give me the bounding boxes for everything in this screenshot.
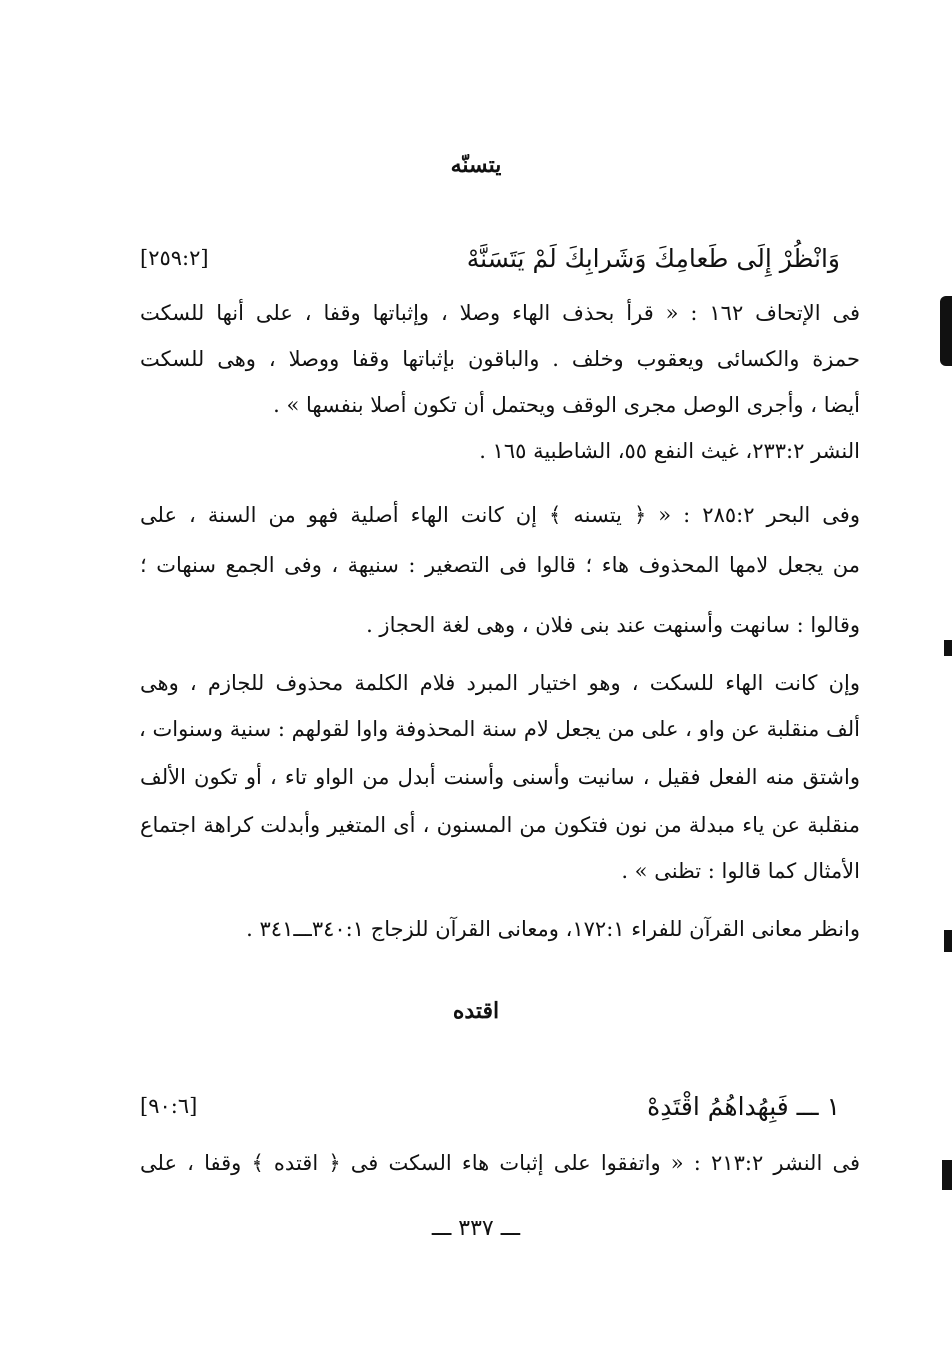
quran-verse: وَانْظُرْ إِلَى طَعامِكَ وَشَرابِكَ لَمْ يَتَسَنَّهْ (466, 243, 840, 273)
quran-verse: ١ ـــ فَبِهُداهُمُ اقْتَدِهْ (647, 1091, 840, 1121)
scan-edge-mark (942, 1160, 952, 1190)
text-line: واشتق منه الفعل فقيل ، سانيت وأسنى وأسنت أبدل من الواو تاء ، أو تكون الألف (140, 765, 860, 789)
verse-reference: [٢٥٩:٢] (140, 246, 209, 270)
text-line: من يجعل لامها المحذوف هاء ؛ قالوا فى التصغير : سنيهة ، وفى الجمع سنهات ؛ (140, 553, 860, 577)
section-title-iqtadih: اقتده (452, 998, 500, 1024)
text-line: فى الإتحاف ١٦٢ : « قرأ بحذف الهاء وصلا ، وإثباتها وقفا ، على أنها للسكت (140, 301, 860, 325)
page-number: ـــ ٣٣٧ ـــ (431, 1216, 521, 1241)
text-line: وفى البحر ٢٨٥:٢ : « ﴿ يتسنه ﴾ إن كانت الهاء أصلية فهو من السنة ، على (140, 503, 860, 527)
text-line: وإن كانت الهاء للسكت ، وهو اختيار المبرد فلام الكلمة محذوف للجازم ، وهى (140, 671, 860, 695)
text-line: حمزة والكسائى ويعقوب وخلف . والباقون بإثباتها وقفا ووصلا ، وهى للسكت (140, 347, 860, 371)
text-line: الأمثال كما قالوا : تظنى » . (621, 859, 860, 883)
section-title-yatasannah: يتسنّه (450, 152, 502, 178)
verse-reference: [٩٠:٦] (140, 1094, 198, 1118)
text-line: وقالوا : سانهت وأسنهت عند بنى فلان ، وهى لغة الحجاز . (366, 613, 860, 637)
text-line: وانظر معانى القرآن للفراء ١٧٢:١، ومعانى القرآن للزجاج ٣٤٠:١ـــ٣٤١ . (246, 917, 860, 941)
verse-row (140, 1086, 840, 1126)
scan-edge-mark (944, 640, 952, 656)
text-line: فى النشر ٢١٣:٢ : « واتفقوا على إثبات هاء السكت فى ﴿ اقتده ﴾ وقفا ، على (140, 1151, 860, 1175)
text-line: ألف منقلبة عن واو ، على من يجعل لام سنة المحذوفة واوا لقولهم : سنية وسنوات ، (139, 717, 860, 741)
scan-edge-mark (944, 930, 952, 952)
text-line: منقلبة عن ياء مبدلة من نون فتكون من المسنون ، أى المتغير وأبدلت كراهة اجتماع (140, 813, 860, 837)
text-line: أيضا ، وأجرى الوصل مجرى الوقف ويحتمل أن تكون أصلا بنفسها » . (273, 393, 860, 417)
text-line: النشر ٢٣٣:٢، غيث النفع ٥٥، الشاطبية ١٦٥ . (479, 439, 860, 463)
verse-row (140, 238, 840, 278)
scan-edge-mark (940, 296, 952, 366)
